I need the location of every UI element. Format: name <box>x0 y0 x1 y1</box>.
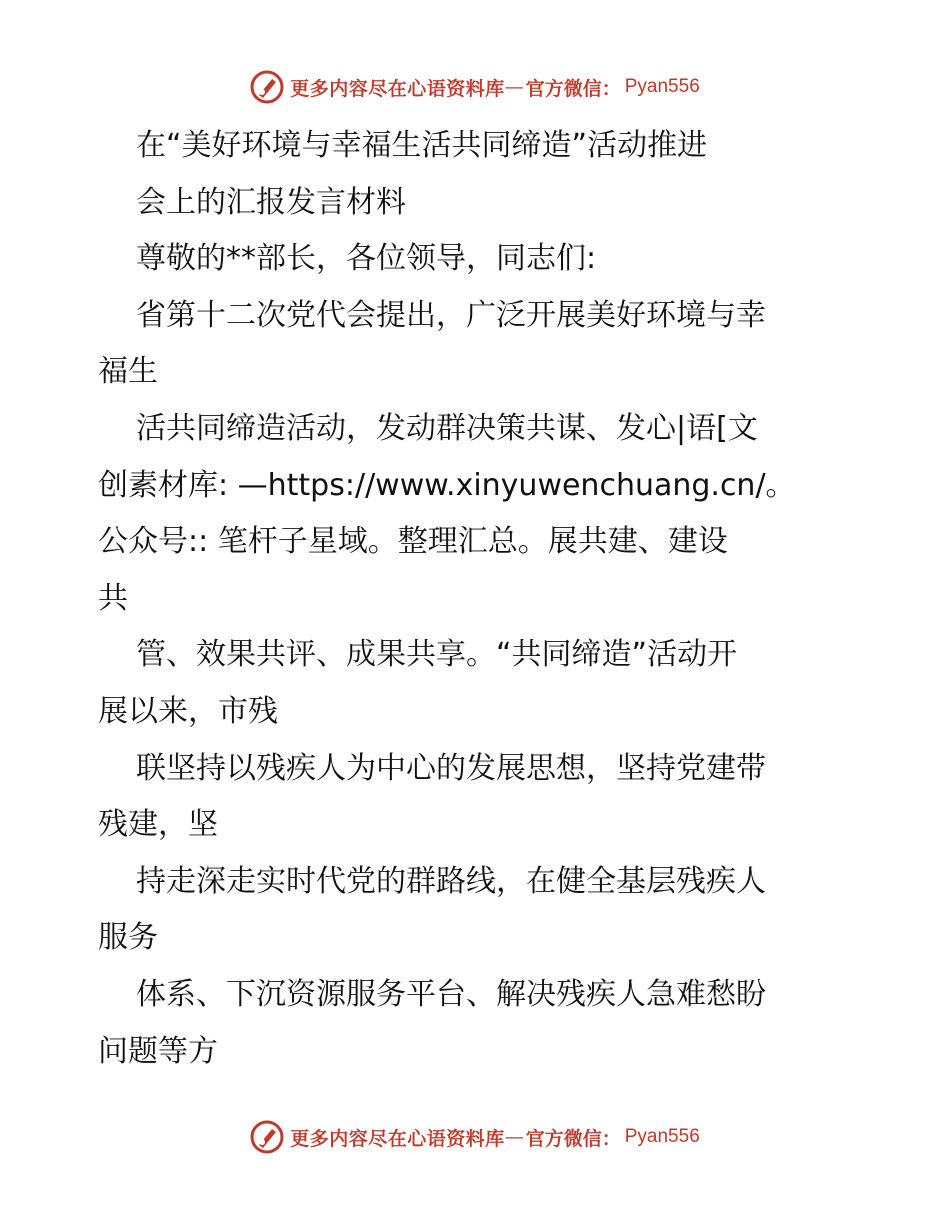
text-line: 公众号:: 笔杆子星域。整理汇总。展共建、建设 <box>98 524 728 560</box>
text-line: 服务 <box>98 920 158 956</box>
text-line: 在“美好环境与幸福生活共同缔造”活动推进 <box>136 128 708 163</box>
footer-banner <box>0 1120 950 1154</box>
text-line: 创素材库: —https://www.xinyuwenchuang.cn/。 <box>98 467 796 503</box>
pen-logo-icon <box>250 70 284 104</box>
text-line: 管、效果共评、成果共享。“共同缔造”活动开 <box>136 637 738 673</box>
text-line: 展以来，市残 <box>98 693 278 729</box>
text-line: 残建，坚 <box>98 807 218 843</box>
text-line: 体系、下沉资源服务平台、解决残疾人急难愁盼 <box>136 976 766 1012</box>
banner-wechat-id: Pyan556 <box>624 76 700 97</box>
text-line: 问题等方 <box>98 1033 218 1069</box>
banner-separator: — <box>504 1126 524 1148</box>
banner-text: 更多内容尽在心语资料库 <box>290 1127 505 1150</box>
banner-text: 更多内容尽在心语资料库 <box>290 77 505 100</box>
document-body <box>98 118 858 1080</box>
text-line: 持走深走实时代党的群路线，在健全基层残疾人 <box>136 863 766 899</box>
banner-wechat-label: 官方微信： <box>525 77 621 100</box>
text-line: 联坚持以残疾人为中心的发展思想，坚持党建带 <box>136 750 766 786</box>
text-line: 活共同缔造活动，发动群决策共谋、发心|语[文 <box>136 410 758 446</box>
text-line: 共 <box>98 580 128 616</box>
header-banner <box>0 70 950 104</box>
text-line: 尊敬的**部长，各位领导，同志们: <box>136 241 597 277</box>
pen-logo-icon <box>250 1120 284 1154</box>
text-line: 福生 <box>98 354 158 390</box>
text-line: 省第十二次党代会提出，广泛开展美好环境与幸 <box>136 297 766 333</box>
banner-wechat-label: 官方微信： <box>525 1127 621 1150</box>
text-line: 会上的汇报发言材料 <box>136 184 406 220</box>
banner-wechat-id: Pyan556 <box>624 1126 700 1147</box>
banner-separator: — <box>504 76 524 98</box>
